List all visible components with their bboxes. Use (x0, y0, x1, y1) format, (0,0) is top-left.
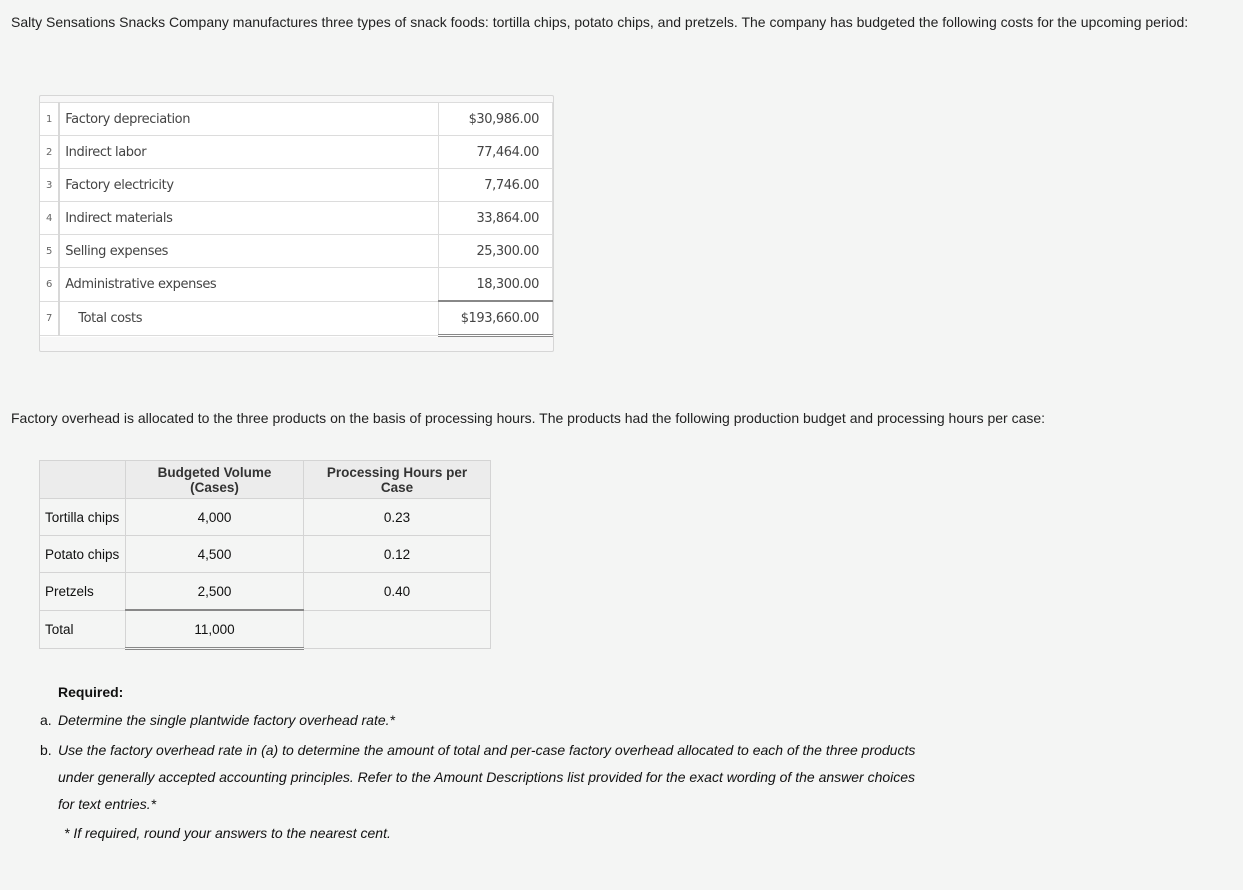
cost-label: Factory depreciation (59, 103, 439, 136)
total-costs-label: Total costs (59, 301, 439, 336)
product-hours: 0.40 (304, 573, 491, 611)
allocation-paragraph: Factory overhead is allocated to the three products on the basis of processing hours. The products had the following production budget and processing hours per case: (11, 410, 1046, 426)
cost-label: Indirect materials (59, 202, 439, 235)
row-number: 2 (40, 136, 59, 169)
product-name: Pretzels (40, 573, 126, 611)
cost-amount: 18,300.00 (439, 268, 553, 302)
product-hours: 0.12 (304, 536, 491, 573)
product-volume: 2,500 (126, 573, 304, 611)
cost-row (40, 235, 553, 268)
cost-label: Indirect labor (59, 136, 439, 169)
cost-amount: 7,746.00 (439, 169, 553, 202)
product-name: Tortilla chips (40, 499, 126, 536)
requirement-b-text: Use the factory overhead rate in (a) to determine the amount of total and per-case factory overhead allocated to each of the three products under generally accepted accounting principles. Refer to the Amount Descriptions list provided for the exact wording of the answer choices for text entries.* (58, 742, 916, 812)
budgeted-costs-table (40, 102, 553, 337)
cost-label: Administrative expenses (59, 268, 439, 302)
total-costs-row (40, 301, 553, 336)
production-budget-table (39, 460, 491, 650)
row-number: 6 (40, 268, 59, 302)
cost-amount: 33,864.00 (439, 202, 553, 235)
product-row (40, 536, 491, 573)
product-volume: 4,000 (126, 499, 304, 536)
cost-row (40, 136, 553, 169)
cost-row (40, 169, 553, 202)
cost-row (40, 202, 553, 235)
row-number: 5 (40, 235, 59, 268)
cost-row (40, 268, 553, 302)
product-row (40, 573, 491, 611)
hours-header: Processing Hours per Case (304, 461, 491, 499)
row-number: 3 (40, 169, 59, 202)
total-costs-amount: $193,660.00 (439, 301, 553, 336)
product-name: Potato chips (40, 536, 126, 573)
row-number: 4 (40, 202, 59, 235)
budgeted-costs-sheet (39, 95, 554, 352)
cost-amount: $30,986.00 (439, 103, 553, 136)
cost-amount: 77,464.00 (439, 136, 553, 169)
product-volume: 4,500 (126, 536, 304, 573)
requirement-b (40, 737, 920, 818)
rounding-note: * If required, round your answers to the nearest cent. (64, 825, 391, 841)
cost-label: Selling expenses (59, 235, 439, 268)
total-label: Total (40, 610, 126, 649)
requirement-a-marker: a. (40, 712, 52, 728)
product-row (40, 499, 491, 536)
total-volume: 11,000 (126, 610, 304, 649)
intro-paragraph: Salty Sensations Snacks Company manufactures three types of snack foods: tortilla chips, potato chips, and pretzels. The company has budgeted the following costs for the upcoming period: (11, 14, 1189, 30)
total-hours (304, 610, 491, 649)
requirement-a (40, 707, 395, 734)
cost-row (40, 103, 553, 136)
required-heading: Required: (58, 684, 124, 700)
product-hours: 0.23 (304, 499, 491, 536)
cost-amount: 25,300.00 (439, 235, 553, 268)
row-number: 1 (40, 103, 59, 136)
cost-label: Factory electricity (59, 169, 439, 202)
row-number: 7 (40, 301, 59, 336)
volume-header: Budgeted Volume (Cases) (126, 461, 304, 499)
requirement-a-text: Determine the single plantwide factory overhead rate.* (58, 712, 395, 728)
corner-header (40, 461, 126, 499)
total-row (40, 610, 491, 649)
requirement-b-marker: b. (40, 742, 52, 758)
header-row (40, 461, 491, 499)
